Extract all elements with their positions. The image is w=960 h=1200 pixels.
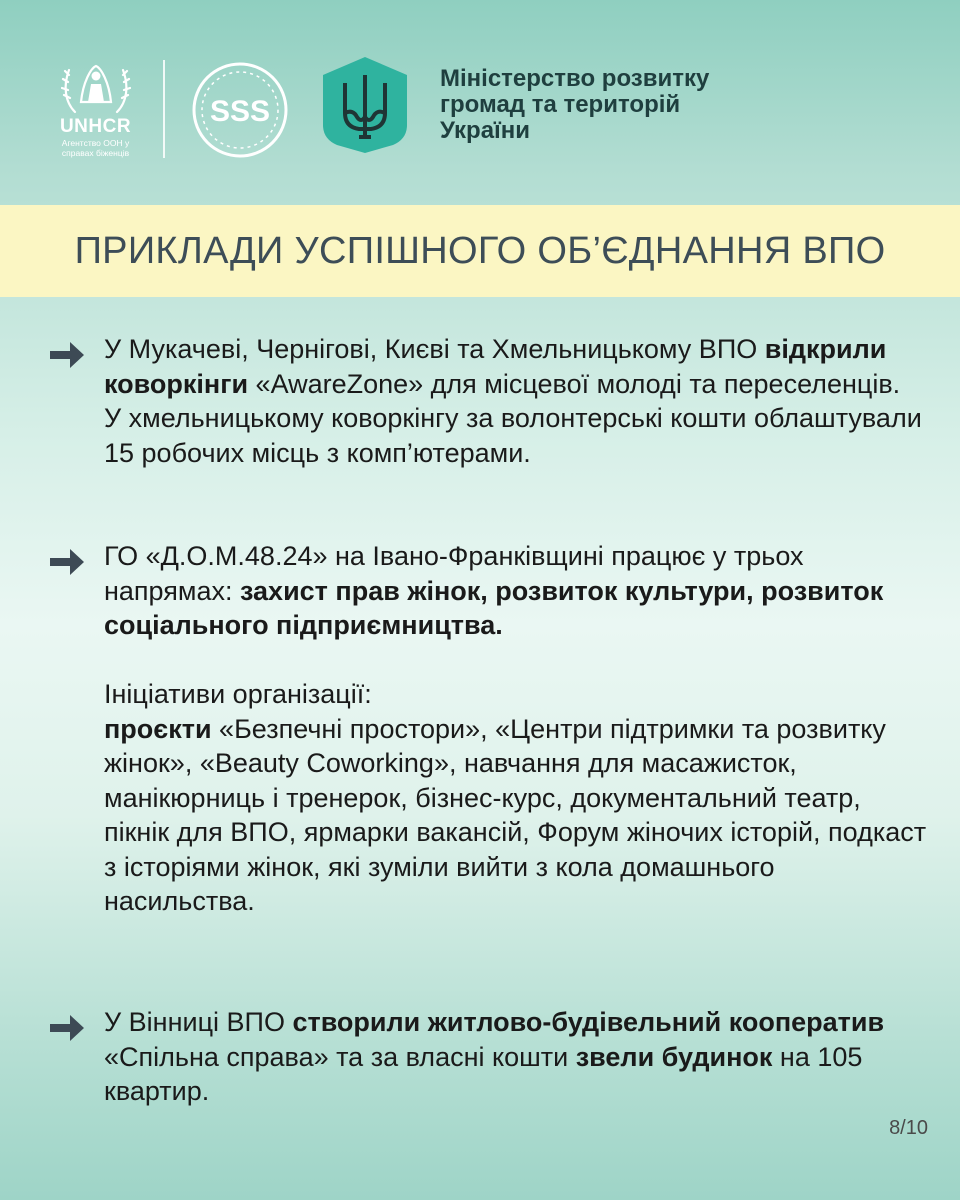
sss-logo-text: SSS	[209, 95, 271, 128]
arrow-right-icon	[48, 547, 86, 577]
arrow-right-icon	[48, 340, 86, 370]
item-paragraph: У хмельницькому коворкінгу за волонтерські кошти облаштували 15 робочих місць з комп’ютерами.	[104, 403, 922, 468]
item-text: У Вінниці ВПО	[104, 1007, 293, 1037]
page-number: 8/10	[889, 1117, 928, 1139]
item-text: на 105 квартир.	[104, 1041, 863, 1106]
list-item-ngo-dom	[48, 539, 928, 919]
sss-logo	[190, 60, 290, 160]
item-paragraph: Ініціативи організації:	[104, 679, 372, 709]
item-text-bold: звели будинок	[575, 1041, 773, 1072]
title-band	[0, 205, 960, 297]
page-title: ПРИКЛАДИ УСПІШНОГО ОБ’ЄДНАННЯ ВПО	[74, 229, 886, 272]
header-divider	[163, 60, 165, 158]
list-item-housing-coop	[48, 1005, 928, 1109]
item-text-bold: проєкти	[104, 713, 212, 744]
ministry-name-line2: громад та територій	[440, 91, 681, 118]
ministry-name-line1: Міністерство розвитку	[440, 65, 710, 92]
list-item-coworkings	[48, 332, 928, 470]
unhcr-logo	[48, 58, 143, 168]
item-paragraph	[104, 1005, 928, 1109]
arrow-right-icon	[48, 1013, 86, 1043]
item-text: ГО «Д.О.М.48.24» на Івано-Франківщині працює у трьох напрямах:	[104, 541, 804, 606]
ministry-trident-emblem	[315, 55, 415, 155]
ministry-name	[440, 66, 709, 144]
unhcr-subtitle-line1: Агентство ООН у	[61, 138, 130, 148]
item-text: «AwareZone» для місцевої молоді та переселенців.	[248, 368, 901, 399]
item-text-bold: захист прав жінок, розвиток культури, розвиток соціального підприємництва.	[104, 575, 884, 640]
item-text: «Спільна справа» та за власні кошти	[104, 1041, 576, 1072]
item-text: У Мукачеві, Чернігові, Києві та Хмельницькому ВПО	[104, 334, 765, 364]
item-text-bold: створили житлово-будівельний кооператив	[292, 1007, 885, 1037]
item-paragraph	[104, 712, 928, 919]
unhcr-name: UNHCR	[59, 116, 132, 137]
header	[0, 0, 960, 205]
unhcr-subtitle-line2: справах біженців	[61, 148, 130, 158]
unhcr-emblem-icon	[61, 58, 131, 116]
item-paragraph	[104, 539, 928, 643]
ministry-name-line3: України	[440, 117, 531, 144]
item-paragraph	[104, 332, 928, 401]
item-text-bold: відкрили коворкінги	[104, 334, 887, 399]
item-text: «Безпечні простори», «Центри підтримки та розвитку жінок», «Beauty Coworking», навчання для масажисток, манікюрниць і тренерок, бізнес-курс, документальний театр, пікнік для ВПО, ярмарки вакансій, Форум жіночих історій, подкаст з історіями жінок, які зуміли вийти з кола домашнього насильства.	[104, 713, 927, 916]
